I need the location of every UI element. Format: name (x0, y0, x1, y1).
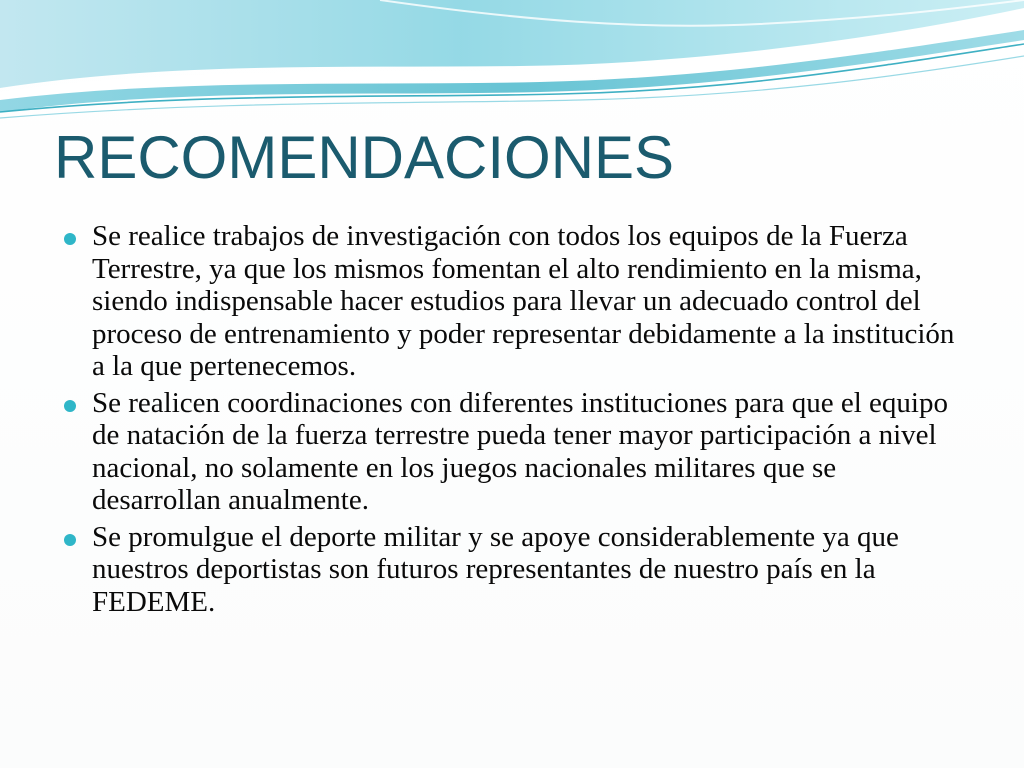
bullet-circle-icon (64, 233, 76, 245)
bullet-text: Se realice trabajos de investigación con todos los equipos de la Fuerza Terrestre, ya que los mismos fomentan el alto rendimiento en la misma, siendo indispensable hacer estudios para llevar un adecuado control del proceso de entrenamiento y poder representar debidamente a la institución a la que pertenecemos. (92, 220, 955, 382)
bullet-circle-icon (64, 534, 76, 546)
slide-title: RECOMENDACIONES (54, 124, 675, 191)
list-item (60, 387, 960, 517)
list-item (60, 521, 960, 619)
bullet-circle-icon (64, 400, 76, 412)
bullet-text: Se realicen coordinaciones con diferentes instituciones para que el equipo de natación de la fuerza terrestre pueda tener mayor participación a nivel nacional, no solamente en los juegos nacionales militares que se desarrollan anualmente. (92, 386, 948, 516)
bullet-list (60, 220, 960, 622)
list-item (60, 220, 960, 383)
bullet-text: Se promulgue el deporte militar y se apoye considerablemente ya que nuestros deportistas son futuros representantes de nuestro país en la FEDEME. (92, 520, 899, 618)
header-wave-decoration (0, 0, 1024, 130)
